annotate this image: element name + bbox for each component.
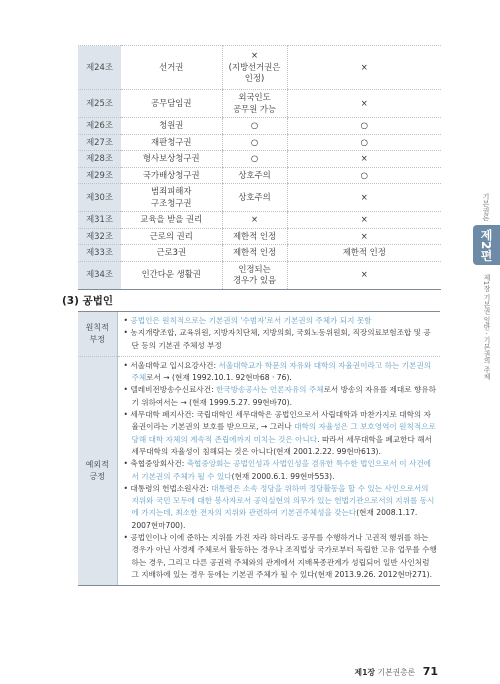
highlighted-text: 서울대학교가 학문의 자유와 대학의 자율권이라고 하는 기본권의 주체: [131, 360, 432, 383]
highlighted-text: 한국방송공사는 언론자유의 주체: [216, 385, 324, 395]
footer-title: 기본권총론: [377, 668, 416, 677]
article-cell: 제30조: [78, 184, 121, 212]
bullet-item: [124, 483, 439, 532]
plain-text: •: [123, 316, 131, 325]
public-corporation-table: [78, 311, 440, 586]
right-name-cell: 근로의 권리: [121, 228, 222, 245]
corporation-cell: ×: [287, 228, 441, 245]
bullet-item: [124, 384, 439, 409]
right-name-cell: 국가배상청구권: [121, 167, 222, 184]
side-part-label: 기본권론: [482, 193, 490, 221]
corporation-cell: ×: [287, 212, 441, 229]
corporation-cell: ×: [287, 261, 441, 289]
bullet-item: [124, 327, 439, 352]
page-footer: [355, 665, 438, 678]
right-name-cell: 근로3권: [121, 245, 222, 262]
rights-table: [78, 45, 441, 290]
corporation-cell: ×: [287, 46, 441, 90]
bullet-item: [124, 409, 439, 458]
rights-row: [78, 151, 441, 168]
corporation-cell: ×: [287, 151, 441, 168]
article-cell: 제24조: [78, 46, 121, 90]
denial-row: [78, 312, 440, 357]
foreigner-cell: ○: [222, 151, 287, 168]
foreigner-cell: 상호주의: [222, 167, 287, 184]
rights-row: [78, 46, 441, 90]
denial-label: 원칙적 부정: [78, 312, 117, 357]
denial-body: [117, 312, 440, 357]
approval-row: [78, 356, 440, 585]
foreigner-cell: × (지방선거권은 인정): [222, 46, 287, 90]
footer-chapter: 제1장: [354, 668, 376, 677]
approval-body: [117, 356, 440, 585]
article-cell: 제32조: [78, 228, 121, 245]
plain-text: • 공법인이나 이에 준하는 지위를 가진 자라 하더라도 공무를 수행하거나 고권적 행위를 하는 경우가 아닌 사경제 주체로서 활동하는 경우나 조직법상 국가로부터 독립한 고유 업무를 수행하는 경우, 그리고 다른 공권력 주체와의 관계에서 지배복종관계가 성립되어 일반 사인처럼 그 지배하에 있는 경우 등에는 기본권 주체가 될 수 있다(현재 2013.9.26. 2012현마271).: [123, 533, 437, 579]
highlighted-text: 공법인은 원칙적으로는 기본권의 '수범자'로서 기본권의 주체가 되지 못함: [130, 316, 372, 325]
bullet-item: [124, 360, 439, 385]
rights-row: [78, 245, 441, 262]
rights-row: [78, 228, 441, 245]
corporation-cell: ○: [287, 167, 441, 184]
article-cell: 제34조: [78, 261, 121, 289]
plain-text: • 농지개량조합, 교육위원, 지방자치단체, 지방의회, 국회노동위원회, 직장의료보험조합 및 공단 등의 기본권 주체성 부정: [123, 328, 431, 350]
rights-row: [78, 118, 441, 135]
rights-row: [78, 261, 441, 289]
plain-text: . 따라서 세무대학을 폐교한다 해서 세무대학의 자율성이 침해되는 것은 아니다(현재 2001.2.22. 99현마613).: [131, 434, 432, 456]
right-name-cell: 청원권: [121, 118, 222, 135]
plain-text: • 텔레비전방송수신료사건:: [123, 385, 217, 395]
bullet-item: [124, 532, 439, 581]
rights-row: [78, 184, 441, 212]
article-cell: 제31조: [78, 212, 121, 229]
foreigner-cell: 외국인도 공무원 가능: [222, 90, 287, 118]
right-name-cell: 선거권: [121, 46, 222, 90]
right-name-cell: 재판청구권: [121, 134, 222, 151]
foreigner-cell: 제한적 인정: [222, 245, 287, 262]
chapter-tab[interactable]: 제2편: [473, 225, 500, 265]
corporation-cell: 제한적 인정: [287, 245, 441, 262]
article-cell: 제27조: [78, 134, 121, 151]
article-cell: 제25조: [78, 90, 121, 118]
foreigner-cell: ○: [222, 134, 287, 151]
article-cell: 제28조: [78, 151, 121, 168]
rights-row: [78, 90, 441, 118]
plain-text: 로서 방송의 자유를 제대로 향유하기 위하여서는 → (현재 1999.5.27. 99현바70).: [131, 385, 436, 407]
corporation-cell: ○: [287, 134, 441, 151]
foreigner-cell: ○: [222, 118, 287, 135]
corporation-cell: ×: [287, 90, 441, 118]
section-title: (3) 공법인: [62, 295, 113, 307]
right-name-cell: 교육을 받을 권리: [121, 212, 222, 229]
article-cell: 제33조: [78, 245, 121, 262]
page-number: 71: [422, 665, 438, 678]
article-cell: 제29조: [78, 167, 121, 184]
plain-text: (현재 2008.1.17. 2007현마700).: [131, 508, 418, 530]
plain-text: • 대통령의 헌법소원사건:: [123, 483, 212, 493]
article-cell: 제26조: [78, 118, 121, 135]
right-name-cell: 인간다운 생활권: [121, 261, 222, 289]
rights-row: [78, 167, 441, 184]
foreigner-cell: 제한적 인정: [222, 228, 287, 245]
approval-label: 예외적 긍정: [78, 356, 117, 585]
plain-text: 로서 → (현재 1992.10.1. 92현마68 · 76).: [146, 373, 292, 383]
foreigner-cell: ×: [222, 212, 287, 229]
highlighted-text: 대학의 자율성은 그 보호영역이 원칙적으로 당해 대학 자체의 계속적 존립에까지 미치는 것은 아니다: [131, 422, 436, 444]
right-name-cell: 범죄피해자 구조청구권: [121, 184, 222, 212]
highlighted-text: 축협중앙회는 공법인성과 사법인성을 겸유한 특수한 법인으로서 이 사건에서 기본권의 주체가 될 수 있다: [131, 459, 432, 481]
foreigner-cell: 인정되는 경우가 있음: [222, 261, 287, 289]
rights-row: [78, 134, 441, 151]
rights-row: [78, 212, 441, 229]
bullet-item: [124, 315, 439, 327]
plain-text: • 서울대학교 입시요강사건:: [123, 360, 219, 370]
bullet-item: [124, 458, 439, 483]
side-chapter-label: 제1장 기본권 일반 · 기본권의 주체: [482, 274, 490, 380]
highlighted-text: 대통령은 소속 정당을 위하여 정당활동을 할 수 있는 사인으로서의 지위와 국민 모두에 대한 봉사자로서 공익실현의 의무가 있는 헌법기관으로서의 지위를 동시에 가지는데, 최소한 전자의 지위와 관련하여 기본권주체성을 갖는다: [131, 483, 435, 518]
foreigner-cell: 상호주의: [222, 184, 287, 212]
right-name-cell: 형사보상청구권: [121, 151, 222, 168]
corporation-cell: ○: [287, 118, 441, 135]
corporation-cell: ×: [287, 184, 441, 212]
plain-text: (현재 2000.6.1. 99현마553).: [231, 471, 335, 481]
plain-text: • 세무대학 폐지사건: 국립대학인 세무대학은 공법인으로서 사립대학과 마찬가지로 대학의 자율권이라는 기본권의 보호를 받으므로, → 그러나: [123, 410, 432, 432]
plain-text: • 축협중앙회사건:: [123, 459, 187, 469]
right-name-cell: 공무담임권: [121, 90, 222, 118]
